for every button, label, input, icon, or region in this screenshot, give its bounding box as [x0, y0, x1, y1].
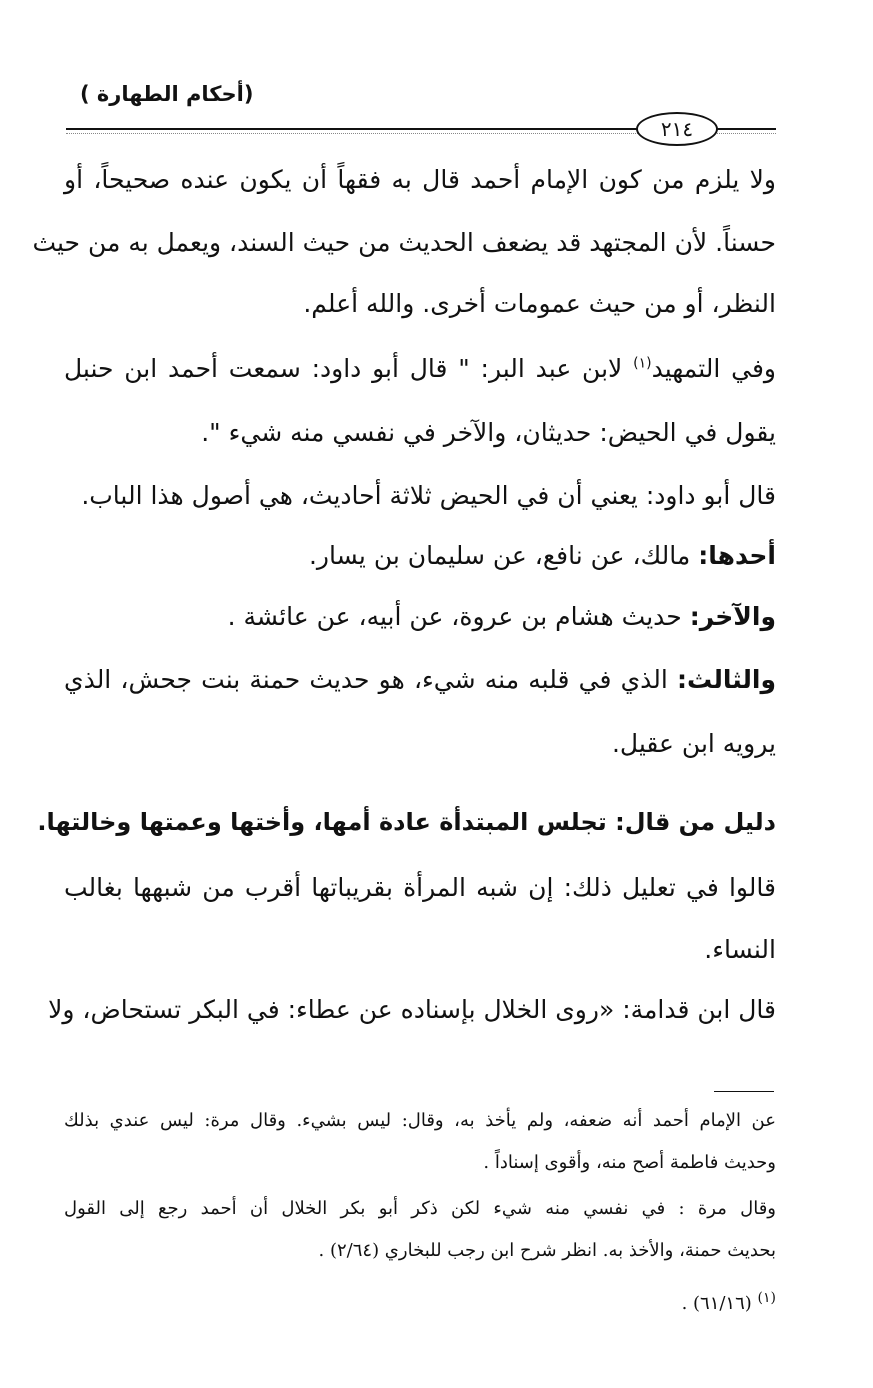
- text-line-8: [228, 602, 776, 631]
- text-line-4-rest: لابن عبد البر: " قال أبو داود: سمعت أحمد ابن حنبل: [64, 354, 634, 383]
- footnote-line-2: وحديث فاطمة أصح منه، وأقوى إسناداً .: [483, 1152, 776, 1173]
- section-heading: دليل من قال: تجلس المبتدأة عادة أمها، وأختها وعمتها وخالتها.: [37, 808, 776, 836]
- text-line-10: يرويه ابن عقيل.: [611, 729, 776, 758]
- footnote-rule: [714, 1091, 774, 1092]
- text-line-12: النساء.: [704, 935, 776, 964]
- footnote-5-text: (٦١/١٦) .: [681, 1293, 758, 1314]
- text-line-5: يقول في الحيض: حديثان، والآخر في نفسي منه شيء ".: [201, 418, 776, 447]
- label-second: والآخر:: [689, 602, 776, 631]
- footnote-line-5: [64, 1290, 776, 1314]
- text-line-6: قال أبو داود: يعني أن في الحيض ثلاثة أحاديث، هي أصول هذا الباب.: [81, 481, 776, 510]
- text-line-2: حسناً. لأن المجتهد قد يضعف الحديث من حيث السند، ويعمل به من حيث: [32, 228, 776, 257]
- page-number-oval: ٢١٤: [636, 112, 718, 146]
- footnote-line-3: وقال مرة : في نفسي منه شيء لكن ذكر أبو بكر الخلال أن أحمد رجع إلى القول: [64, 1198, 776, 1219]
- footnote-5-marker: (١): [757, 1290, 776, 1306]
- text-line-8-rest: حديث هشام بن عروة، عن أبيه، عن عائشة .: [227, 602, 690, 631]
- label-third: والثالث:: [677, 665, 776, 694]
- text-line-7: [309, 541, 776, 570]
- running-header-title: (أحكام الطهارة ): [80, 82, 254, 106]
- text-line-13: قال ابن قدامة: «روى الخلال بإسناده عن عطاء: في البكر تستحاض، ولا: [48, 995, 776, 1024]
- footnote-marker: (١): [633, 355, 652, 372]
- footnote-line-1: عن الإمام أحمد أنه ضعفه، ولم يأخذ به، وقال: ليس بشيء. وقال مرة: ليس عندي بذلك: [64, 1110, 776, 1131]
- tamhid-label: وفي التمهيد: [651, 354, 776, 383]
- text-line-9-rest: الذي في قلبه منه شيء، هو حديث حمنة بنت جحش، الذي: [64, 665, 678, 694]
- text-line-3: النظر، أو من حيث عمومات أخرى. والله أعلم.: [303, 289, 776, 318]
- label-first: أحدها:: [698, 541, 776, 570]
- main-text: [32, 0, 776, 1060]
- text-line-9: [64, 665, 776, 694]
- text-line-7-rest: مالك، عن نافع، عن سليمان بن يسار.: [308, 541, 699, 570]
- text-line-4: [64, 354, 776, 383]
- text-line-11: قالوا في تعليل ذلك: إن شبه المرأة بقريباتها أقرب من شبهها بغالب: [64, 873, 776, 902]
- text-line-1: ولا يلزم من كون الإمام أحمد قال به فقهاً أن يكون عنده صحيحاً، أو: [64, 165, 776, 194]
- footnote-line-4: بحديث حمنة، والأخذ به. انظر شرح ابن رجب للبخاري (٢/٦٤) .: [318, 1240, 776, 1261]
